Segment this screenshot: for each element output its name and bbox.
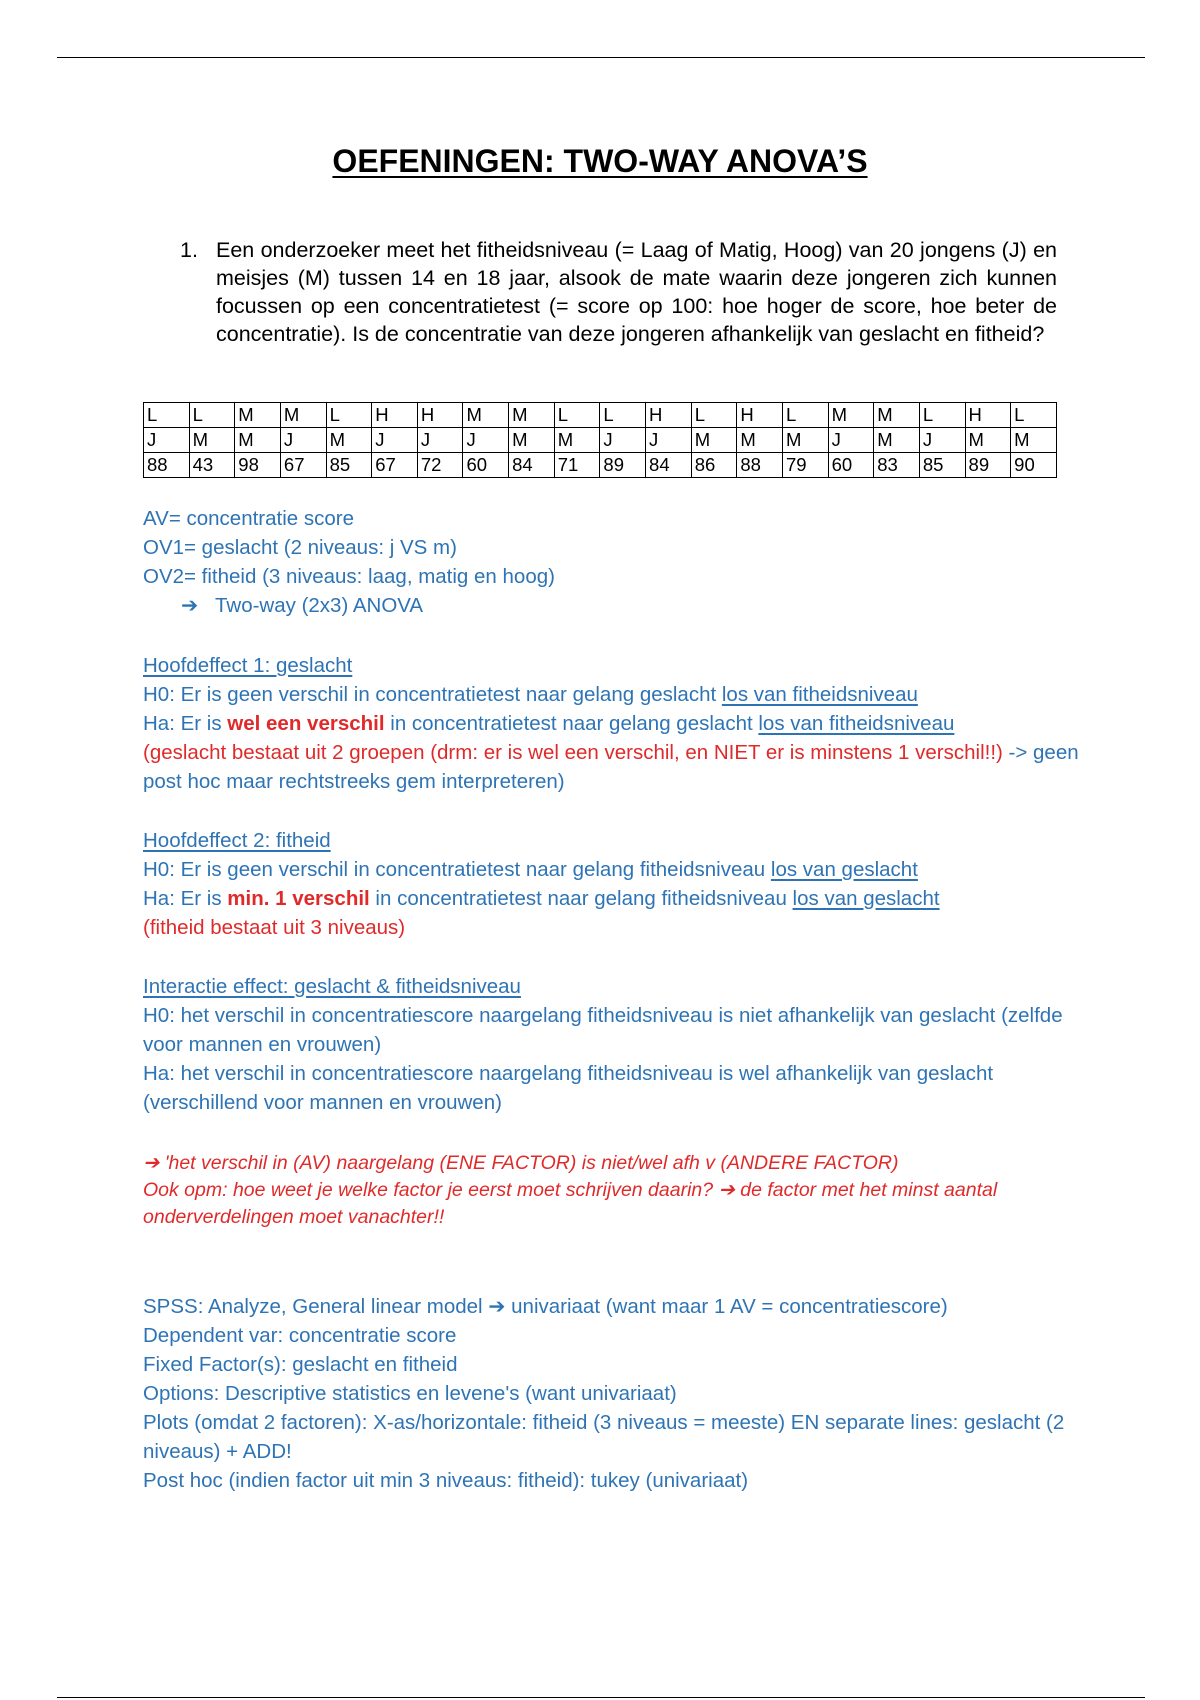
table-cell: J bbox=[144, 428, 190, 453]
table-cell: J bbox=[919, 428, 965, 453]
spss-options: Options: Descriptive statistics en levene's (want univariaat) bbox=[143, 1382, 677, 1405]
table-cell: M bbox=[280, 403, 326, 428]
table-cell: L bbox=[782, 403, 828, 428]
spss-plots: Plots (omdat 2 factoren): X-as/horizontale: fitheid (3 niveaus = meeste) EN separate lines: geslacht (2 niveaus) + ADD! bbox=[143, 1411, 1065, 1463]
table-cell: L bbox=[554, 403, 600, 428]
hoofdeffect-2-h0: H0: Er is geen verschil in concentratietest naar gelang fitheidsniveau los van geslacht bbox=[143, 858, 918, 881]
table-cell: J bbox=[417, 428, 463, 453]
table-cell: M bbox=[554, 428, 600, 453]
hoofdeffect-1-heading: Hoofdeffect 1: geslacht bbox=[143, 654, 353, 677]
table-cell: 60 bbox=[463, 453, 509, 478]
table-cell: 86 bbox=[691, 453, 737, 478]
table-cell: H bbox=[646, 403, 692, 428]
result-text: Two-way (2x3) ANOVA bbox=[215, 594, 424, 617]
av-line: AV= concentratie score bbox=[143, 507, 354, 530]
question-number: 1. bbox=[180, 238, 198, 262]
spss-fixed: Fixed Factor(s): geslacht en fitheid bbox=[143, 1353, 458, 1376]
interactie-heading: Interactie effect: geslacht & fitheidsniveau bbox=[143, 975, 521, 998]
table-cell: 60 bbox=[828, 453, 874, 478]
row-score bbox=[144, 453, 1057, 478]
hoofdeffect-2-heading: Hoofdeffect 2: fitheid bbox=[143, 829, 331, 852]
table-cell: 67 bbox=[280, 453, 326, 478]
table-cell: M bbox=[737, 428, 783, 453]
table-cell: 85 bbox=[326, 453, 372, 478]
table-cell: 72 bbox=[417, 453, 463, 478]
ov1-line: OV1= geslacht (2 niveaus: j VS m) bbox=[143, 536, 457, 559]
question-text: Een onderzoeker meet het fitheidsniveau (= Laag of Matig, Hoog) van 20 jongens (J) en meisjes (M) tussen 14 en 18 jaar, alsook de mate waarin deze jongeren zich kunnen focussen op een concentratietest (= score op 100: hoe hoger de score, hoe beter de concentratie). Is de concentratie van deze jongeren afhankelijk van geslacht en fitheid? bbox=[216, 238, 1057, 346]
table-cell: L bbox=[919, 403, 965, 428]
row-fitheid bbox=[144, 403, 1057, 428]
question-1 bbox=[180, 236, 1057, 348]
table-cell: 88 bbox=[144, 453, 190, 478]
hoofdeffect-2-ha: Ha: Er is min. 1 verschil in concentratietest naar gelang fitheidsniveau los van geslacht bbox=[143, 887, 940, 910]
table-cell: 71 bbox=[554, 453, 600, 478]
table-cell: 88 bbox=[737, 453, 783, 478]
table-cell: 85 bbox=[919, 453, 965, 478]
table-cell: M bbox=[235, 403, 281, 428]
table-cell: 89 bbox=[965, 453, 1011, 478]
table-cell: M bbox=[828, 403, 874, 428]
table-cell: J bbox=[372, 428, 418, 453]
table-cell: 84 bbox=[646, 453, 692, 478]
table-cell: M bbox=[189, 428, 235, 453]
table-cell: M bbox=[326, 428, 372, 453]
table-cell: H bbox=[737, 403, 783, 428]
table-cell: J bbox=[600, 428, 646, 453]
table-cell: H bbox=[417, 403, 463, 428]
arrow-icon: ➔ bbox=[181, 594, 199, 617]
tip-block bbox=[143, 1150, 1083, 1231]
table-cell: J bbox=[828, 428, 874, 453]
table-cell: H bbox=[372, 403, 418, 428]
table-cell: M bbox=[509, 403, 555, 428]
table-cell: J bbox=[463, 428, 509, 453]
table-cell: M bbox=[782, 428, 828, 453]
table-cell: M bbox=[965, 428, 1011, 453]
table-cell: M bbox=[235, 428, 281, 453]
footer-rule bbox=[57, 1697, 1145, 1698]
hoofdeffect-2-note: (fitheid bestaat uit 3 niveaus) bbox=[143, 916, 406, 939]
hoofdeffect-1-h0: H0: Er is geen verschil in concentratietest naar gelang geslacht los van fitheidsniveau bbox=[143, 683, 918, 706]
table-cell: J bbox=[280, 428, 326, 453]
table-cell: 89 bbox=[600, 453, 646, 478]
table-cell: 90 bbox=[1011, 453, 1057, 478]
result-line bbox=[143, 591, 1083, 620]
table-cell: H bbox=[965, 403, 1011, 428]
spss-dependent: Dependent var: concentratie score bbox=[143, 1324, 457, 1347]
hoofdeffect-2 bbox=[143, 826, 1083, 942]
table-cell: J bbox=[646, 428, 692, 453]
interactie-effect bbox=[143, 972, 1083, 1117]
spss-block bbox=[143, 1292, 1083, 1495]
tip-line-1: ➔ 'het verschil in (AV) naargelang (ENE FACTOR) is niet/wel afh v (ANDERE FACTOR) bbox=[143, 1152, 899, 1174]
interactie-h0: H0: het verschil in concentratiescore naargelang fitheidsniveau is niet afhankelijk van geslacht (zelfde voor mannen en vrouwen) bbox=[143, 1004, 1063, 1056]
spss-posthoc: Post hoc (indien factor uit min 3 niveaus: fitheid): tukey (univariaat) bbox=[143, 1469, 749, 1492]
table-cell: L bbox=[326, 403, 372, 428]
tip-line-2: Ook opm: hoe weet je welke factor je eerst moet schrijven daarin? ➔ de factor met het minst aantal onderverdelingen moet vanachter!! bbox=[143, 1179, 998, 1228]
header-rule bbox=[57, 57, 1145, 58]
page-title: OEFENINGEN: TWO-WAY ANOVA’S bbox=[332, 143, 868, 179]
table-cell: M bbox=[463, 403, 509, 428]
table-cell: L bbox=[691, 403, 737, 428]
table-cell: L bbox=[600, 403, 646, 428]
table-cell: L bbox=[1011, 403, 1057, 428]
table-cell: M bbox=[874, 403, 920, 428]
table-cell: 83 bbox=[874, 453, 920, 478]
hoofdeffect-1-ha: Ha: Er is wel een verschil in concentratietest naar gelang geslacht los van fitheidsniveau bbox=[143, 712, 955, 735]
table-cell: 98 bbox=[235, 453, 281, 478]
table-cell: 84 bbox=[509, 453, 555, 478]
design-block bbox=[143, 504, 1083, 620]
table-cell: 43 bbox=[189, 453, 235, 478]
row-geslacht bbox=[144, 428, 1057, 453]
table-cell: M bbox=[691, 428, 737, 453]
table-cell: 79 bbox=[782, 453, 828, 478]
table-cell: L bbox=[144, 403, 190, 428]
hoofdeffect-1-note: (geslacht bestaat uit 2 groepen (drm: er is wel een verschil, en NIET er is minstens 1 verschil!!) -> geen post hoc maar rechtstreeks gem interpreteren) bbox=[143, 741, 1079, 793]
hoofdeffect-1 bbox=[143, 651, 1083, 796]
interactie-ha: Ha: het verschil in concentratiescore naargelang fitheidsniveau is wel afhankelijk van geslacht (verschillend voor mannen en vrouwen) bbox=[143, 1062, 994, 1114]
spss-analyze: SPSS: Analyze, General linear model ➔ univariaat (want maar 1 AV = concentratiescore) bbox=[143, 1295, 948, 1318]
ov2-line: OV2= fitheid (3 niveaus: laag, matig en hoog) bbox=[143, 565, 555, 588]
table-cell: M bbox=[1011, 428, 1057, 453]
table-cell: M bbox=[874, 428, 920, 453]
table-cell: L bbox=[189, 403, 235, 428]
table-cell: 67 bbox=[372, 453, 418, 478]
table-cell: M bbox=[509, 428, 555, 453]
data-table bbox=[143, 402, 1057, 478]
